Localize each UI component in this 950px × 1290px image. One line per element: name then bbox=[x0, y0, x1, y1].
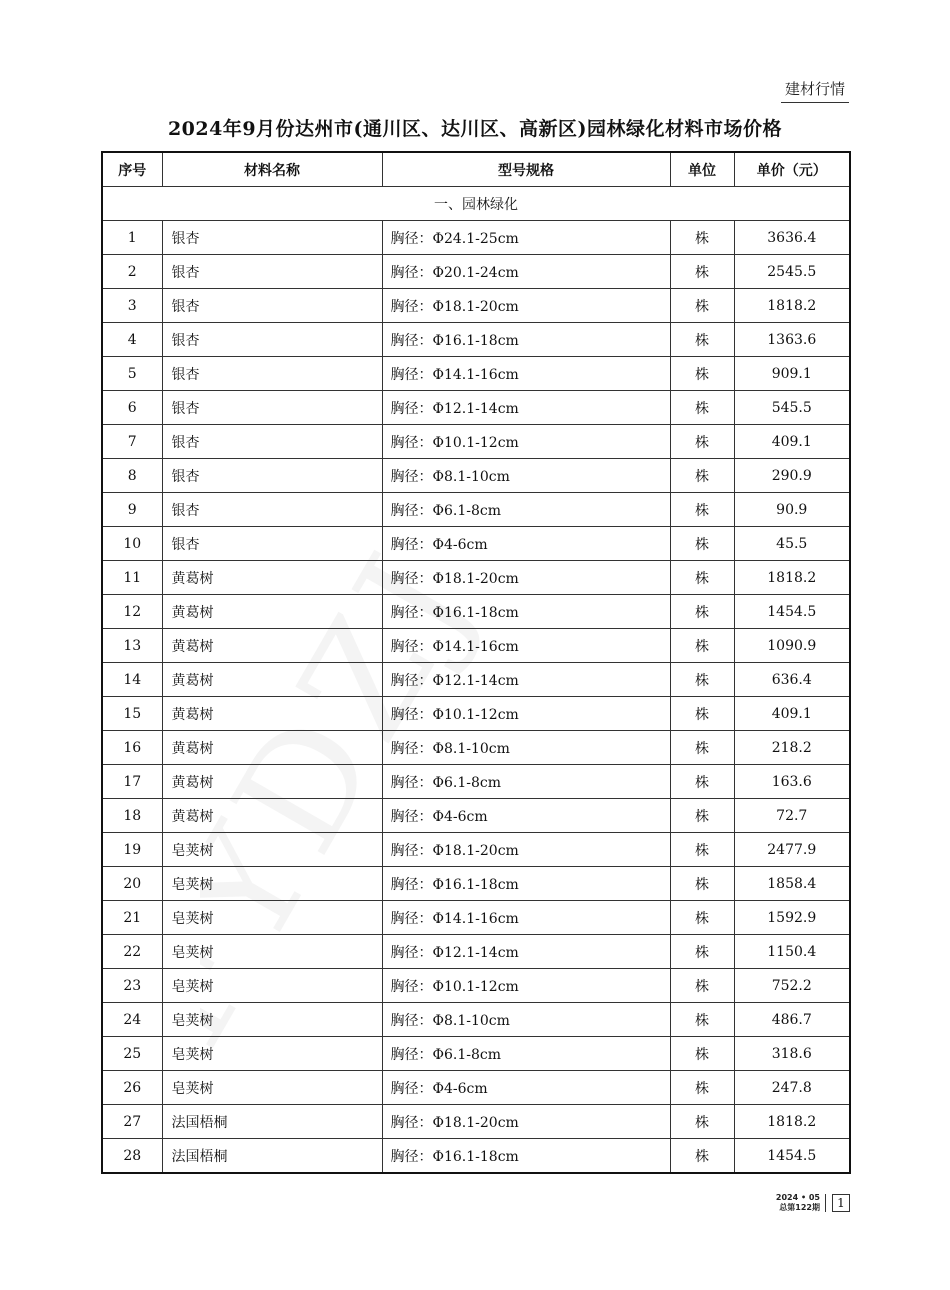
table-row bbox=[102, 765, 850, 799]
cell-price: 90.9 bbox=[734, 493, 850, 527]
cell-no: 6 bbox=[102, 391, 162, 425]
cell-no: 25 bbox=[102, 1037, 162, 1071]
table-row bbox=[102, 1003, 850, 1037]
cell-no: 1 bbox=[102, 221, 162, 255]
cell-spec: 胸径：Φ8.1-10cm bbox=[382, 1003, 670, 1037]
cell-name: 银杏 bbox=[162, 221, 382, 255]
table-row bbox=[102, 697, 850, 731]
cell-spec: 胸径：Φ20.1-24cm bbox=[382, 255, 670, 289]
cell-spec: 胸径：Φ6.1-8cm bbox=[382, 765, 670, 799]
cell-name: 皂荚树 bbox=[162, 1037, 382, 1071]
cell-no: 27 bbox=[102, 1105, 162, 1139]
cell-price: 290.9 bbox=[734, 459, 850, 493]
cell-spec: 胸径：Φ6.1-8cm bbox=[382, 493, 670, 527]
cell-unit: 株 bbox=[670, 323, 734, 357]
cell-spec: 胸径：Φ4-6cm bbox=[382, 799, 670, 833]
cell-unit: 株 bbox=[670, 969, 734, 1003]
cell-name: 皂荚树 bbox=[162, 969, 382, 1003]
cell-no: 5 bbox=[102, 357, 162, 391]
section-tag: 建材行情 bbox=[781, 78, 849, 103]
page-footer bbox=[758, 1193, 850, 1217]
cell-unit: 株 bbox=[670, 391, 734, 425]
cell-price: 163.6 bbox=[734, 765, 850, 799]
cell-unit: 株 bbox=[670, 799, 734, 833]
table-row bbox=[102, 323, 850, 357]
cell-no: 21 bbox=[102, 901, 162, 935]
cell-price: 218.2 bbox=[734, 731, 850, 765]
cell-name: 黄葛树 bbox=[162, 561, 382, 595]
cell-name: 银杏 bbox=[162, 493, 382, 527]
cell-no: 17 bbox=[102, 765, 162, 799]
cell-spec: 胸径：Φ12.1-14cm bbox=[382, 391, 670, 425]
cell-name: 银杏 bbox=[162, 323, 382, 357]
cell-price: 909.1 bbox=[734, 357, 850, 391]
cell-no: 15 bbox=[102, 697, 162, 731]
table-row bbox=[102, 901, 850, 935]
cell-spec: 胸径：Φ14.1-16cm bbox=[382, 629, 670, 663]
cell-spec: 胸径：Φ18.1-20cm bbox=[382, 1105, 670, 1139]
cell-price: 752.2 bbox=[734, 969, 850, 1003]
cell-price: 1818.2 bbox=[734, 561, 850, 595]
cell-name: 银杏 bbox=[162, 391, 382, 425]
cell-price: 2545.5 bbox=[734, 255, 850, 289]
cell-spec: 胸径：Φ16.1-18cm bbox=[382, 867, 670, 901]
table-row bbox=[102, 595, 850, 629]
table-row bbox=[102, 493, 850, 527]
header-name: 材料名称 bbox=[162, 152, 382, 187]
cell-price: 247.8 bbox=[734, 1071, 850, 1105]
cell-price: 1150.4 bbox=[734, 935, 850, 969]
cell-name: 银杏 bbox=[162, 459, 382, 493]
cell-name: 黄葛树 bbox=[162, 697, 382, 731]
cell-no: 19 bbox=[102, 833, 162, 867]
cell-name: 黄葛树 bbox=[162, 629, 382, 663]
cell-unit: 株 bbox=[670, 935, 734, 969]
cell-price: 318.6 bbox=[734, 1037, 850, 1071]
cell-name: 银杏 bbox=[162, 255, 382, 289]
cell-price: 45.5 bbox=[734, 527, 850, 561]
cell-price: 1818.2 bbox=[734, 1105, 850, 1139]
cell-spec: 胸径：Φ18.1-20cm bbox=[382, 833, 670, 867]
table-row bbox=[102, 221, 850, 255]
cell-unit: 株 bbox=[670, 1105, 734, 1139]
cell-name: 银杏 bbox=[162, 527, 382, 561]
cell-name: 银杏 bbox=[162, 289, 382, 323]
cell-price: 636.4 bbox=[734, 663, 850, 697]
cell-price: 486.7 bbox=[734, 1003, 850, 1037]
cell-spec: 胸径：Φ16.1-18cm bbox=[382, 1139, 670, 1174]
header-price: 单价（元） bbox=[734, 152, 850, 187]
cell-name: 皂荚树 bbox=[162, 901, 382, 935]
cell-spec: 胸径：Φ14.1-16cm bbox=[382, 901, 670, 935]
cell-no: 11 bbox=[102, 561, 162, 595]
cell-price: 3636.4 bbox=[734, 221, 850, 255]
cell-name: 皂荚树 bbox=[162, 1071, 382, 1105]
cell-price: 1858.4 bbox=[734, 867, 850, 901]
cell-name: 银杏 bbox=[162, 357, 382, 391]
cell-spec: 胸径：Φ8.1-10cm bbox=[382, 731, 670, 765]
issue-info bbox=[776, 1193, 820, 1213]
cell-no: 8 bbox=[102, 459, 162, 493]
cell-unit: 株 bbox=[670, 561, 734, 595]
cell-unit: 株 bbox=[670, 527, 734, 561]
cell-spec: 胸径：Φ10.1-12cm bbox=[382, 969, 670, 1003]
section-label: 一、园林绿化 bbox=[102, 187, 850, 221]
cell-no: 28 bbox=[102, 1139, 162, 1174]
cell-no: 7 bbox=[102, 425, 162, 459]
cell-name: 皂荚树 bbox=[162, 1003, 382, 1037]
cell-spec: 胸径：Φ4-6cm bbox=[382, 1071, 670, 1105]
header-unit: 单位 bbox=[670, 152, 734, 187]
cell-unit: 株 bbox=[670, 629, 734, 663]
table-row bbox=[102, 1037, 850, 1071]
section-row bbox=[102, 187, 850, 221]
cell-name: 黄葛树 bbox=[162, 765, 382, 799]
page-number: 1 bbox=[832, 1194, 850, 1212]
cell-unit: 株 bbox=[670, 731, 734, 765]
cell-spec: 胸径：Φ6.1-8cm bbox=[382, 1037, 670, 1071]
cell-name: 法国梧桐 bbox=[162, 1139, 382, 1174]
table-row bbox=[102, 969, 850, 1003]
cell-name: 银杏 bbox=[162, 425, 382, 459]
cell-no: 22 bbox=[102, 935, 162, 969]
cell-price: 72.7 bbox=[734, 799, 850, 833]
cell-unit: 株 bbox=[670, 425, 734, 459]
cell-price: 1363.6 bbox=[734, 323, 850, 357]
cell-spec: 胸径：Φ8.1-10cm bbox=[382, 459, 670, 493]
table-row bbox=[102, 731, 850, 765]
cell-unit: 株 bbox=[670, 1037, 734, 1071]
table-row bbox=[102, 255, 850, 289]
cell-name: 皂荚树 bbox=[162, 935, 382, 969]
cell-price: 1818.2 bbox=[734, 289, 850, 323]
cell-unit: 株 bbox=[670, 901, 734, 935]
issue-date: 2024 • 05 bbox=[775, 1193, 820, 1202]
cell-unit: 株 bbox=[670, 221, 734, 255]
table-row bbox=[102, 561, 850, 595]
cell-name: 皂荚树 bbox=[162, 833, 382, 867]
cell-unit: 株 bbox=[670, 459, 734, 493]
cell-unit: 株 bbox=[670, 867, 734, 901]
table-row bbox=[102, 391, 850, 425]
table-row bbox=[102, 289, 850, 323]
cell-spec: 胸径：Φ18.1-20cm bbox=[382, 561, 670, 595]
cell-unit: 株 bbox=[670, 255, 734, 289]
cell-no: 2 bbox=[102, 255, 162, 289]
price-table bbox=[101, 151, 851, 1174]
table-row bbox=[102, 833, 850, 867]
table-row bbox=[102, 1071, 850, 1105]
cell-unit: 株 bbox=[670, 357, 734, 391]
cell-no: 4 bbox=[102, 323, 162, 357]
cell-no: 18 bbox=[102, 799, 162, 833]
cell-spec: 胸径：Φ16.1-18cm bbox=[382, 595, 670, 629]
table-row bbox=[102, 1105, 850, 1139]
cell-unit: 株 bbox=[670, 1139, 734, 1174]
table-row bbox=[102, 459, 850, 493]
cell-no: 14 bbox=[102, 663, 162, 697]
cell-price: 2477.9 bbox=[734, 833, 850, 867]
table-row bbox=[102, 935, 850, 969]
table-row bbox=[102, 663, 850, 697]
cell-price: 409.1 bbox=[734, 425, 850, 459]
cell-price: 1090.9 bbox=[734, 629, 850, 663]
cell-unit: 株 bbox=[670, 765, 734, 799]
table-row bbox=[102, 629, 850, 663]
cell-no: 3 bbox=[102, 289, 162, 323]
cell-no: 16 bbox=[102, 731, 162, 765]
cell-no: 12 bbox=[102, 595, 162, 629]
cell-name: 黄葛树 bbox=[162, 663, 382, 697]
cell-unit: 株 bbox=[670, 833, 734, 867]
cell-unit: 株 bbox=[670, 595, 734, 629]
cell-spec: 胸径：Φ24.1-25cm bbox=[382, 221, 670, 255]
cell-unit: 株 bbox=[670, 289, 734, 323]
cell-price: 1454.5 bbox=[734, 595, 850, 629]
cell-spec: 胸径：Φ16.1-18cm bbox=[382, 323, 670, 357]
page-title: 2024年9月份达州市(通川区、达川区、高新区)园林绿化材料市场价格 bbox=[167, 118, 783, 140]
cell-spec: 胸径：Φ18.1-20cm bbox=[382, 289, 670, 323]
cell-unit: 株 bbox=[670, 1071, 734, 1105]
table-row bbox=[102, 425, 850, 459]
cell-spec: 胸径：Φ4-6cm bbox=[382, 527, 670, 561]
cell-name: 黄葛树 bbox=[162, 595, 382, 629]
header-no: 序号 bbox=[102, 152, 162, 187]
cell-unit: 株 bbox=[670, 1003, 734, 1037]
cell-name: 皂荚树 bbox=[162, 867, 382, 901]
cell-unit: 株 bbox=[670, 663, 734, 697]
cell-spec: 胸径：Φ12.1-14cm bbox=[382, 935, 670, 969]
cell-no: 13 bbox=[102, 629, 162, 663]
cell-unit: 株 bbox=[670, 493, 734, 527]
cell-spec: 胸径：Φ14.1-16cm bbox=[382, 357, 670, 391]
cell-no: 23 bbox=[102, 969, 162, 1003]
table-row bbox=[102, 357, 850, 391]
table-row bbox=[102, 799, 850, 833]
header-spec: 型号规格 bbox=[382, 152, 670, 187]
cell-spec: 胸径：Φ12.1-14cm bbox=[382, 663, 670, 697]
cell-no: 26 bbox=[102, 1071, 162, 1105]
cell-price: 545.5 bbox=[734, 391, 850, 425]
table-header-row bbox=[102, 152, 850, 187]
cell-price: 1592.9 bbox=[734, 901, 850, 935]
table-row bbox=[102, 1139, 850, 1174]
cell-unit: 株 bbox=[670, 697, 734, 731]
footer-divider bbox=[825, 1194, 826, 1212]
table-row bbox=[102, 527, 850, 561]
table-body bbox=[102, 187, 850, 1174]
cell-spec: 胸径：Φ10.1-12cm bbox=[382, 697, 670, 731]
cell-no: 9 bbox=[102, 493, 162, 527]
table-row bbox=[102, 867, 850, 901]
cell-no: 20 bbox=[102, 867, 162, 901]
cell-name: 黄葛树 bbox=[162, 731, 382, 765]
cell-price: 1454.5 bbox=[734, 1139, 850, 1174]
issue-total: 总第122期 bbox=[779, 1203, 820, 1212]
cell-no: 10 bbox=[102, 527, 162, 561]
cell-price: 409.1 bbox=[734, 697, 850, 731]
cell-name: 法国梧桐 bbox=[162, 1105, 382, 1139]
cell-name: 黄葛树 bbox=[162, 799, 382, 833]
cell-no: 24 bbox=[102, 1003, 162, 1037]
cell-spec: 胸径：Φ10.1-12cm bbox=[382, 425, 670, 459]
